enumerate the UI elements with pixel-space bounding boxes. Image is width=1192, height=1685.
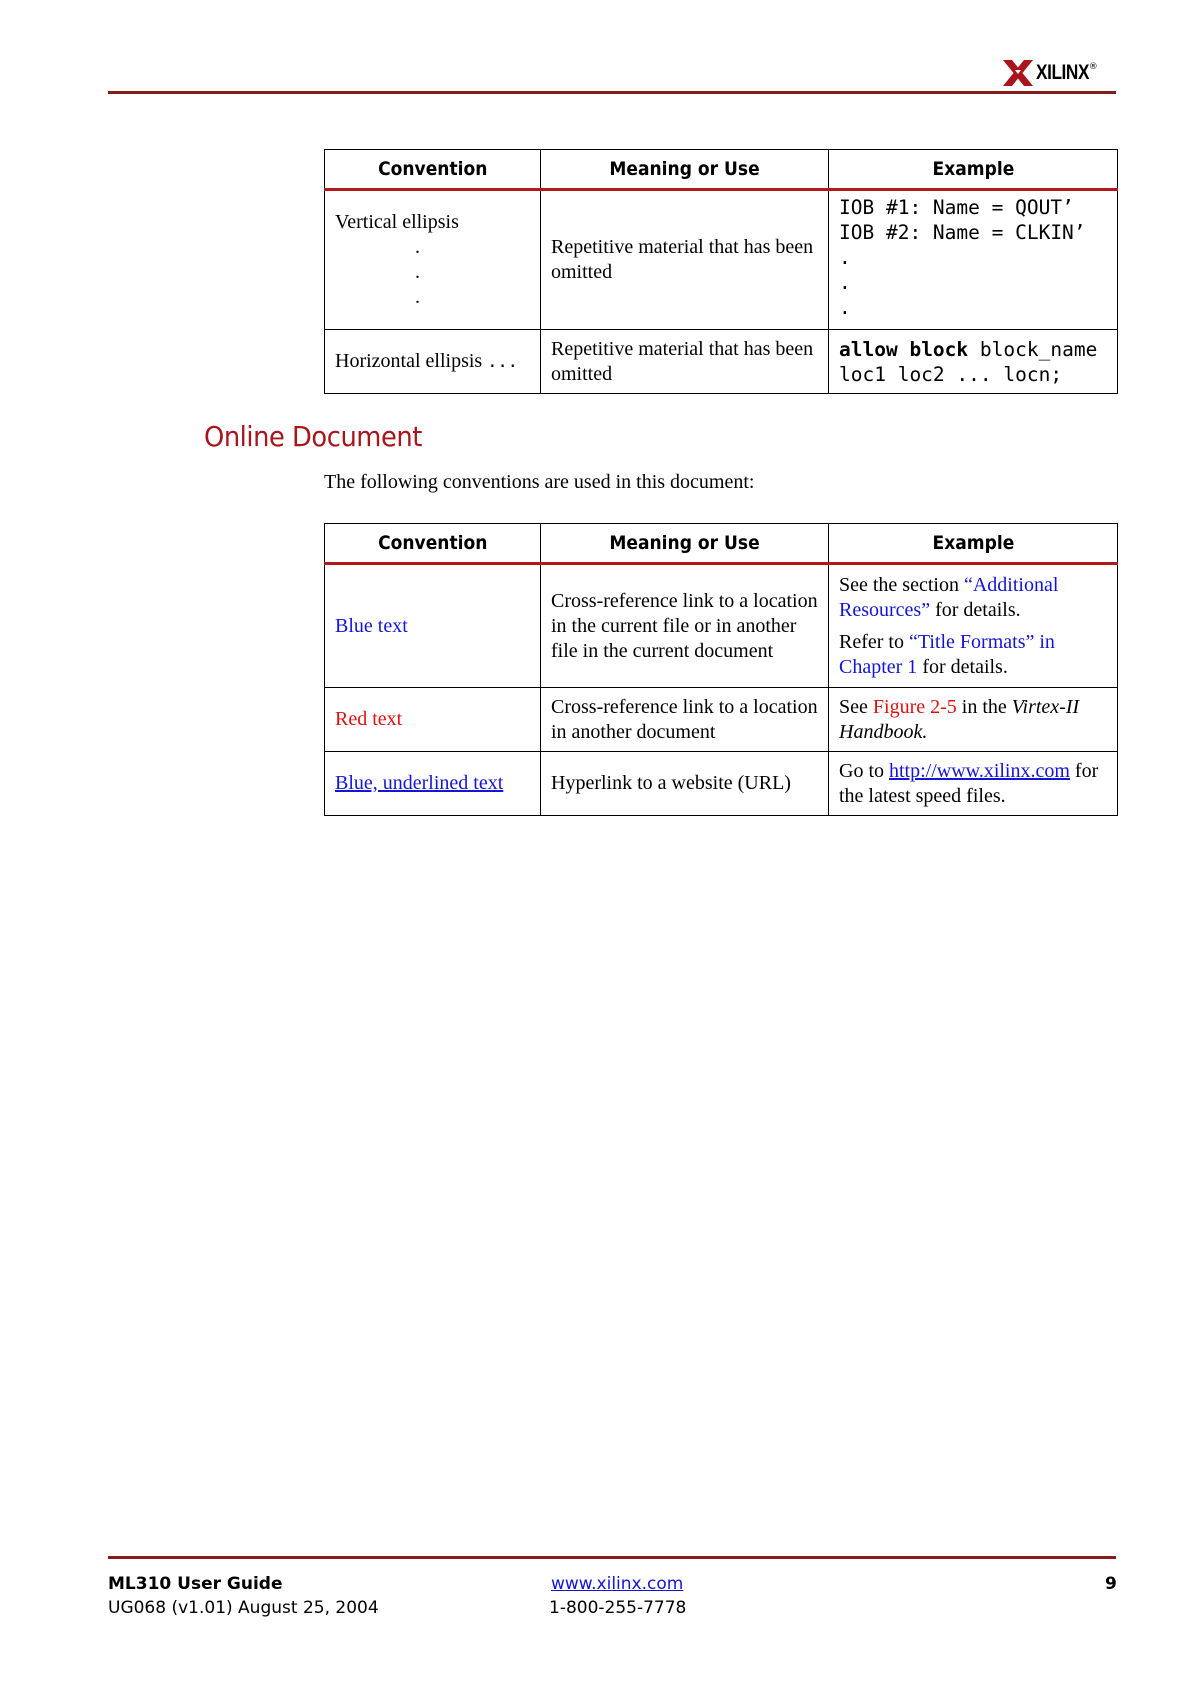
handbook-title: Virtex-II Handbook [839,695,1080,743]
convention-label: Horizontal ellipsis [335,349,483,372]
code-line: allow block block_name [839,337,1098,361]
convention-cell [325,688,541,752]
external-reference-link[interactable]: Figure 2-5 [872,695,957,718]
page-number: 9 [1105,1574,1117,1594]
blue-text-sample: Blue text [335,614,408,637]
example-cell: Go to http://www.xilinx.com for the latest speed files. [829,752,1118,816]
xilinx-logo [1003,58,1098,88]
code-line: . [839,296,851,319]
example-cell [829,564,1118,688]
meaning-cell: Hyperlink to a website (URL) [541,752,829,816]
logo-text: XILINX [1036,61,1090,84]
example-paragraph: See the section “Additional Resources” for details. [839,573,1059,621]
table-header-row [325,150,1118,190]
footer-doc-id: UG068 (v1.01) August 25, 2004 [108,1598,379,1618]
cross-reference-link[interactable]: “Title Formats” in Chapter 1 [839,630,1055,678]
meaning-cell: Cross-reference link to a location in the current file or in another file in the current document [541,564,829,688]
cross-reference-link[interactable]: “Additional Resources” [839,573,1059,621]
column-header: Convention [325,150,541,190]
table-row [325,564,1118,688]
column-header: Meaning or Use [541,150,829,190]
table-row [325,688,1118,752]
xilinx-x-icon [1003,58,1033,88]
intro-paragraph: The following conventions are used in this document: [324,471,755,493]
vertical-dots: . . . [415,236,420,308]
code-line: . [839,246,851,269]
code-line: IOB #1: Name = QOUT’ [839,196,1074,219]
column-header: Convention [325,524,541,564]
website-link[interactable]: http://www.xilinx.com [889,759,1070,782]
table-row [325,330,1118,394]
convention-cell [325,564,541,688]
registered-mark: ® [1088,62,1098,72]
table-row [325,752,1118,816]
red-text-sample: Red text [335,708,403,730]
convention-cell [325,330,541,394]
example-cell [829,190,1118,330]
section-heading: Online Document [204,420,422,453]
meaning-cell: Repetitive material that has been omitted [541,330,829,394]
column-header: Meaning or Use [541,524,829,564]
footer-title: ML310 User Guide [108,1574,283,1594]
blue-underlined-sample: Blue, underlined text [335,772,504,794]
convention-label: Vertical ellipsis [335,211,459,233]
conventions-table-2 [324,523,1118,816]
convention-cell [325,190,541,330]
table-row [325,190,1118,330]
header-rule [108,91,1116,94]
conventions-table-1 [324,149,1118,394]
meaning-cell: Cross-reference link to a location in another document [541,688,829,752]
table-header-row [325,524,1118,564]
convention-cell [325,752,541,816]
footer-phone: 1-800-255-7778 [549,1598,687,1618]
code-line: . [839,271,851,294]
code-line: loc1 loc2 ... locn; [839,362,1063,386]
column-header: Example [829,150,1118,190]
footer-website-link[interactable]: www.xilinx.com [551,1574,684,1594]
code-line: IOB #2: Name = CLKIN’ [839,221,1086,244]
column-header: Example [829,524,1118,564]
footer-rule [108,1556,1116,1559]
example-cell: See Figure 2-5 in the Virtex-II Handbook. [829,688,1118,752]
meaning-cell: Repetitive material that has been omitted [541,190,829,330]
example-paragraph: Refer to “Title Formats” in Chapter 1 for details. [839,630,1055,678]
ellipsis-symbol: ... [487,351,518,372]
example-cell [829,330,1118,394]
